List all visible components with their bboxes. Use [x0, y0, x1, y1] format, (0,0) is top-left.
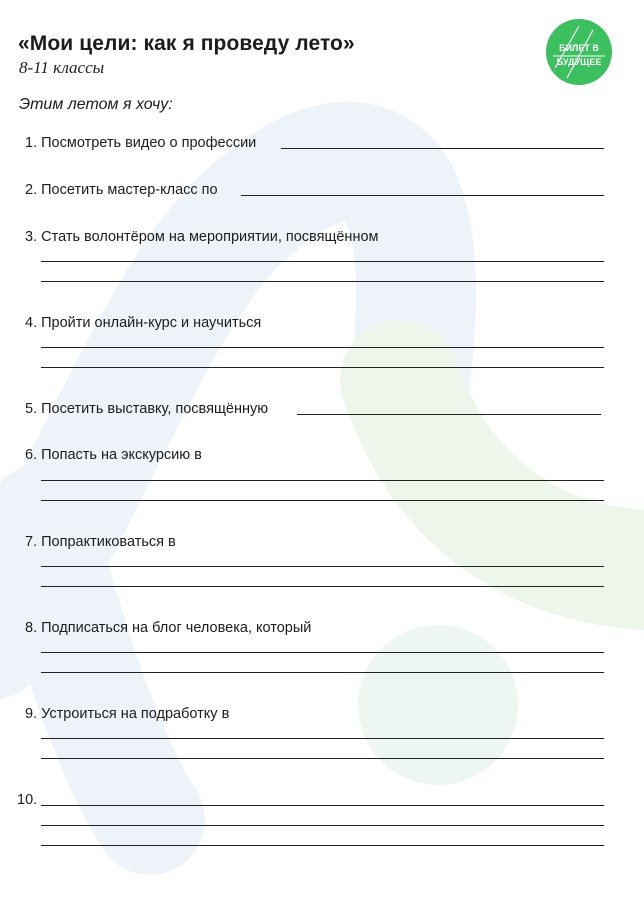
answer-line-7a[interactable] — [41, 566, 604, 567]
goal-item-4: 4. Пройти онлайн-курс и научиться — [25, 315, 262, 331]
answer-line-9a[interactable] — [41, 738, 604, 739]
answer-line-6a[interactable] — [41, 480, 604, 481]
answer-line-3a[interactable] — [41, 261, 604, 262]
page-title: «Мои цели: как я проведу лето» — [18, 32, 355, 55]
answer-line-10b[interactable] — [41, 825, 604, 826]
goal-item-2: 2. Посетить мастер-класс по — [25, 182, 218, 198]
answer-line-9b[interactable] — [41, 758, 604, 759]
answer-line-8b[interactable] — [41, 672, 604, 673]
goal-item-6: 6. Попасть на экскурсию в — [25, 447, 202, 463]
answer-line-6b[interactable] — [41, 500, 604, 501]
answer-line-2[interactable] — [241, 195, 604, 196]
answer-line-3b[interactable] — [41, 281, 604, 282]
goal-item-5: 5. Посетить выставку, посвящённую — [25, 401, 269, 417]
answer-line-8a[interactable] — [41, 652, 604, 653]
goal-item-1: 1. Посмотреть видео о профессии — [25, 135, 257, 151]
answer-line-5[interactable] — [297, 414, 601, 415]
answer-line-10a[interactable] — [41, 805, 604, 806]
answer-line-4a[interactable] — [41, 347, 604, 348]
logo-text-line1: БИЛЕТ В — [559, 43, 599, 53]
goal-item-3: 3. Стать волонтёром на мероприятии, посвящённом — [25, 229, 379, 245]
goal-item-7: 7. Попрактиковаться в — [25, 534, 176, 550]
goal-item-10: 10. — [17, 792, 38, 808]
answer-line-4b[interactable] — [41, 367, 604, 368]
logo-text-line2: БУДУЩЕЕ — [556, 57, 602, 67]
answer-line-10c[interactable] — [41, 845, 604, 846]
intro-text: Этим летом я хочу: — [19, 96, 173, 113]
goal-item-9: 9. Устроиться на подработку в — [25, 706, 230, 722]
grade-subtitle: 8-11 классы — [19, 58, 105, 77]
bilet-v-budushchee-logo — [545, 18, 613, 86]
goal-item-8: 8. Подписаться на блог человека, который — [25, 620, 312, 636]
answer-line-1[interactable] — [281, 148, 604, 149]
answer-line-7b[interactable] — [41, 586, 604, 587]
